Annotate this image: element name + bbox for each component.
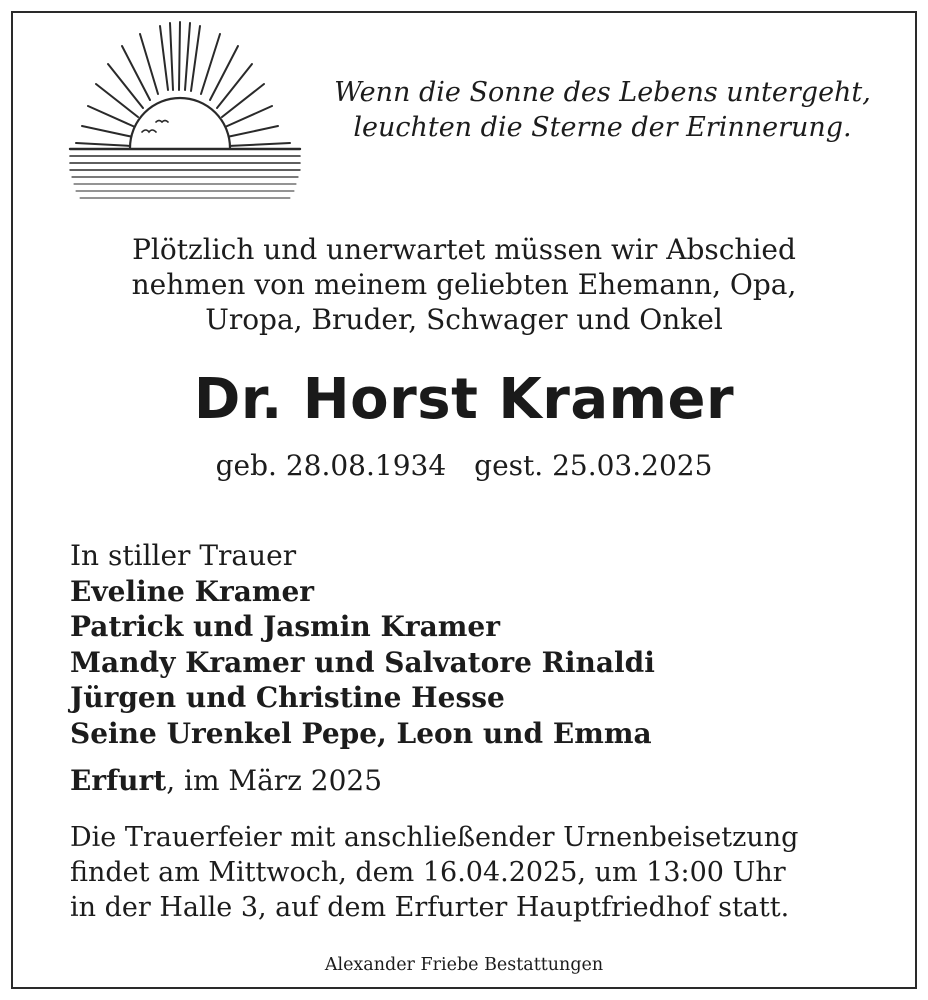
- ceremony-line: Die Trauerfeier mit anschließender Urnenbeisetzung: [70, 822, 799, 853]
- mourner-name: Seine Urenkel Pepe, Leon und Emma: [70, 716, 652, 750]
- ceremony-line: in der Halle 3, auf dem Erfurter Hauptfriedhof statt.: [70, 892, 790, 923]
- place-date: , im März 2025: [166, 764, 383, 797]
- mourner-name: Jürgen und Christine Hesse: [70, 681, 505, 714]
- ceremony-line: findet am Mittwoch, dem 16.04.2025, um 13:00 Uhr: [70, 857, 786, 888]
- ceremony-info: [70, 820, 890, 925]
- motto-line: leuchten die Sterne der Erinnerung.: [353, 112, 852, 143]
- motto-line: Wenn die Sonne des Lebens untergeht,: [334, 77, 871, 108]
- deceased-name: Dr. Horst Kramer: [193, 367, 735, 432]
- place-and-date: [70, 763, 890, 799]
- birth-date: geb. 28.08.1934: [215, 449, 447, 482]
- sunset-over-sea-icon: [60, 20, 310, 205]
- intro-line: nehmen von meinem geliebten Ehemann, Opa,: [131, 268, 797, 301]
- death-date: gest. 25.03.2025: [474, 449, 713, 482]
- mourners-list: [70, 538, 890, 751]
- mourner-name: Mandy Kramer und Salvatore Rinaldi: [70, 645, 655, 679]
- life-dates: [40, 446, 888, 486]
- funeral-home: Alexander Friebe Bestattungen: [324, 955, 604, 975]
- intro-line: Plötzlich und unerwartet müssen wir Abschied: [132, 233, 796, 266]
- mourner-name: Eveline Kramer: [70, 574, 315, 608]
- place-city: Erfurt: [70, 764, 167, 797]
- motto-quote: [320, 75, 885, 145]
- announcement-intro: [60, 232, 868, 337]
- mourner-name: Patrick und Jasmin Kramer: [70, 610, 500, 643]
- mourners-lead: In stiller Trauer: [70, 539, 297, 572]
- intro-line: Uropa, Bruder, Schwager und Onkel: [205, 303, 723, 336]
